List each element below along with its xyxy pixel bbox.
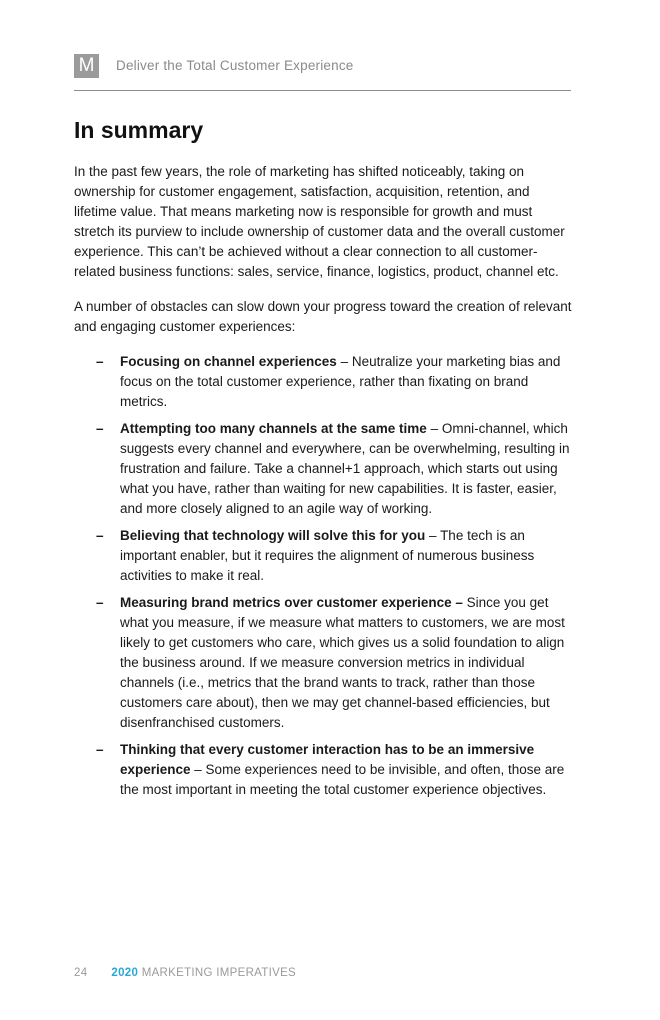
brand-logo: M — [74, 54, 99, 78]
list-item-text: – Some experiences need to be invisible, and often, those are the most important in meeting the total customer experience objectives. — [120, 762, 565, 797]
list-item-text: – Neutralize your marketing bias and focus on the total customer experience, rather than fixating on brand metrics. — [120, 354, 561, 409]
page-title: In summary — [74, 117, 204, 143]
list-item — [74, 526, 574, 586]
page-footer — [74, 967, 296, 979]
list-item-term: Believing that technology will solve this for you — [120, 528, 426, 543]
list-item-text: – Omni-channel, which suggests every channel and everywhere, can be overwhelming, resulting in frustration and failure. Take a channel+1 approach, which starts out using what you have, rather than waiting for new capabilities. It is faster, easier, and more closely aligned to an agile way of working. — [120, 421, 570, 516]
list-item-term: Focusing on channel experiences — [120, 354, 337, 369]
list-dash: – — [96, 742, 104, 757]
list-item — [74, 352, 574, 412]
intro-paragraph: In the past few years, the role of marketing has shifted noticeably, taking on ownership for customer engagement, satisfaction, acquisition, retention, and lifetime value. That means marketing now is responsible for growth and must stretch its purview to include ownership of customer data and the overall customer experience. This can’t be achieved without a clear connection to all customer-related business functions: sales, service, finance, logistics, product, channel etc. — [74, 164, 565, 279]
publication-title: MARKETING IMPERATIVES — [141, 967, 297, 979]
obstacles-list — [74, 352, 574, 800]
list-item-text: – The tech is an important enabler, but it requires the alignment of numerous business activities to make it real. — [120, 528, 535, 583]
list-item-term: Measuring brand metrics over customer experience – — [120, 595, 463, 610]
list-item — [74, 419, 574, 519]
page-number: 24 — [74, 967, 88, 979]
obstacles-intro: A number of obstacles can slow down your progress toward the creation of relevant and engaging customer experiences: — [74, 299, 572, 334]
list-item-term: Thinking that every customer interaction has to be an immersive experience — [120, 742, 535, 777]
list-item — [74, 740, 574, 800]
list-item — [74, 593, 574, 733]
list-item-term: Attempting too many channels at the same time — [120, 421, 427, 436]
list-dash: – — [96, 595, 104, 610]
list-dash: – — [96, 528, 104, 543]
main-content — [74, 117, 574, 807]
page-header — [74, 54, 571, 91]
list-item-text: Since you get what you measure, if we measure what matters to customers, we are most likely to get customers who care, which gives us a solid foundation to align the business around. If we measure conversion metrics in individual channels (i.e., metrics that the brand wants to track, rather than those customers care about), then we may get channel-based efficiencies, but disenfranchised customers. — [120, 595, 565, 730]
header-title: Deliver the Total Customer Experience — [116, 58, 354, 73]
publication-year: 2020 — [111, 967, 139, 979]
list-dash: – — [96, 421, 104, 436]
list-dash: – — [96, 354, 104, 369]
